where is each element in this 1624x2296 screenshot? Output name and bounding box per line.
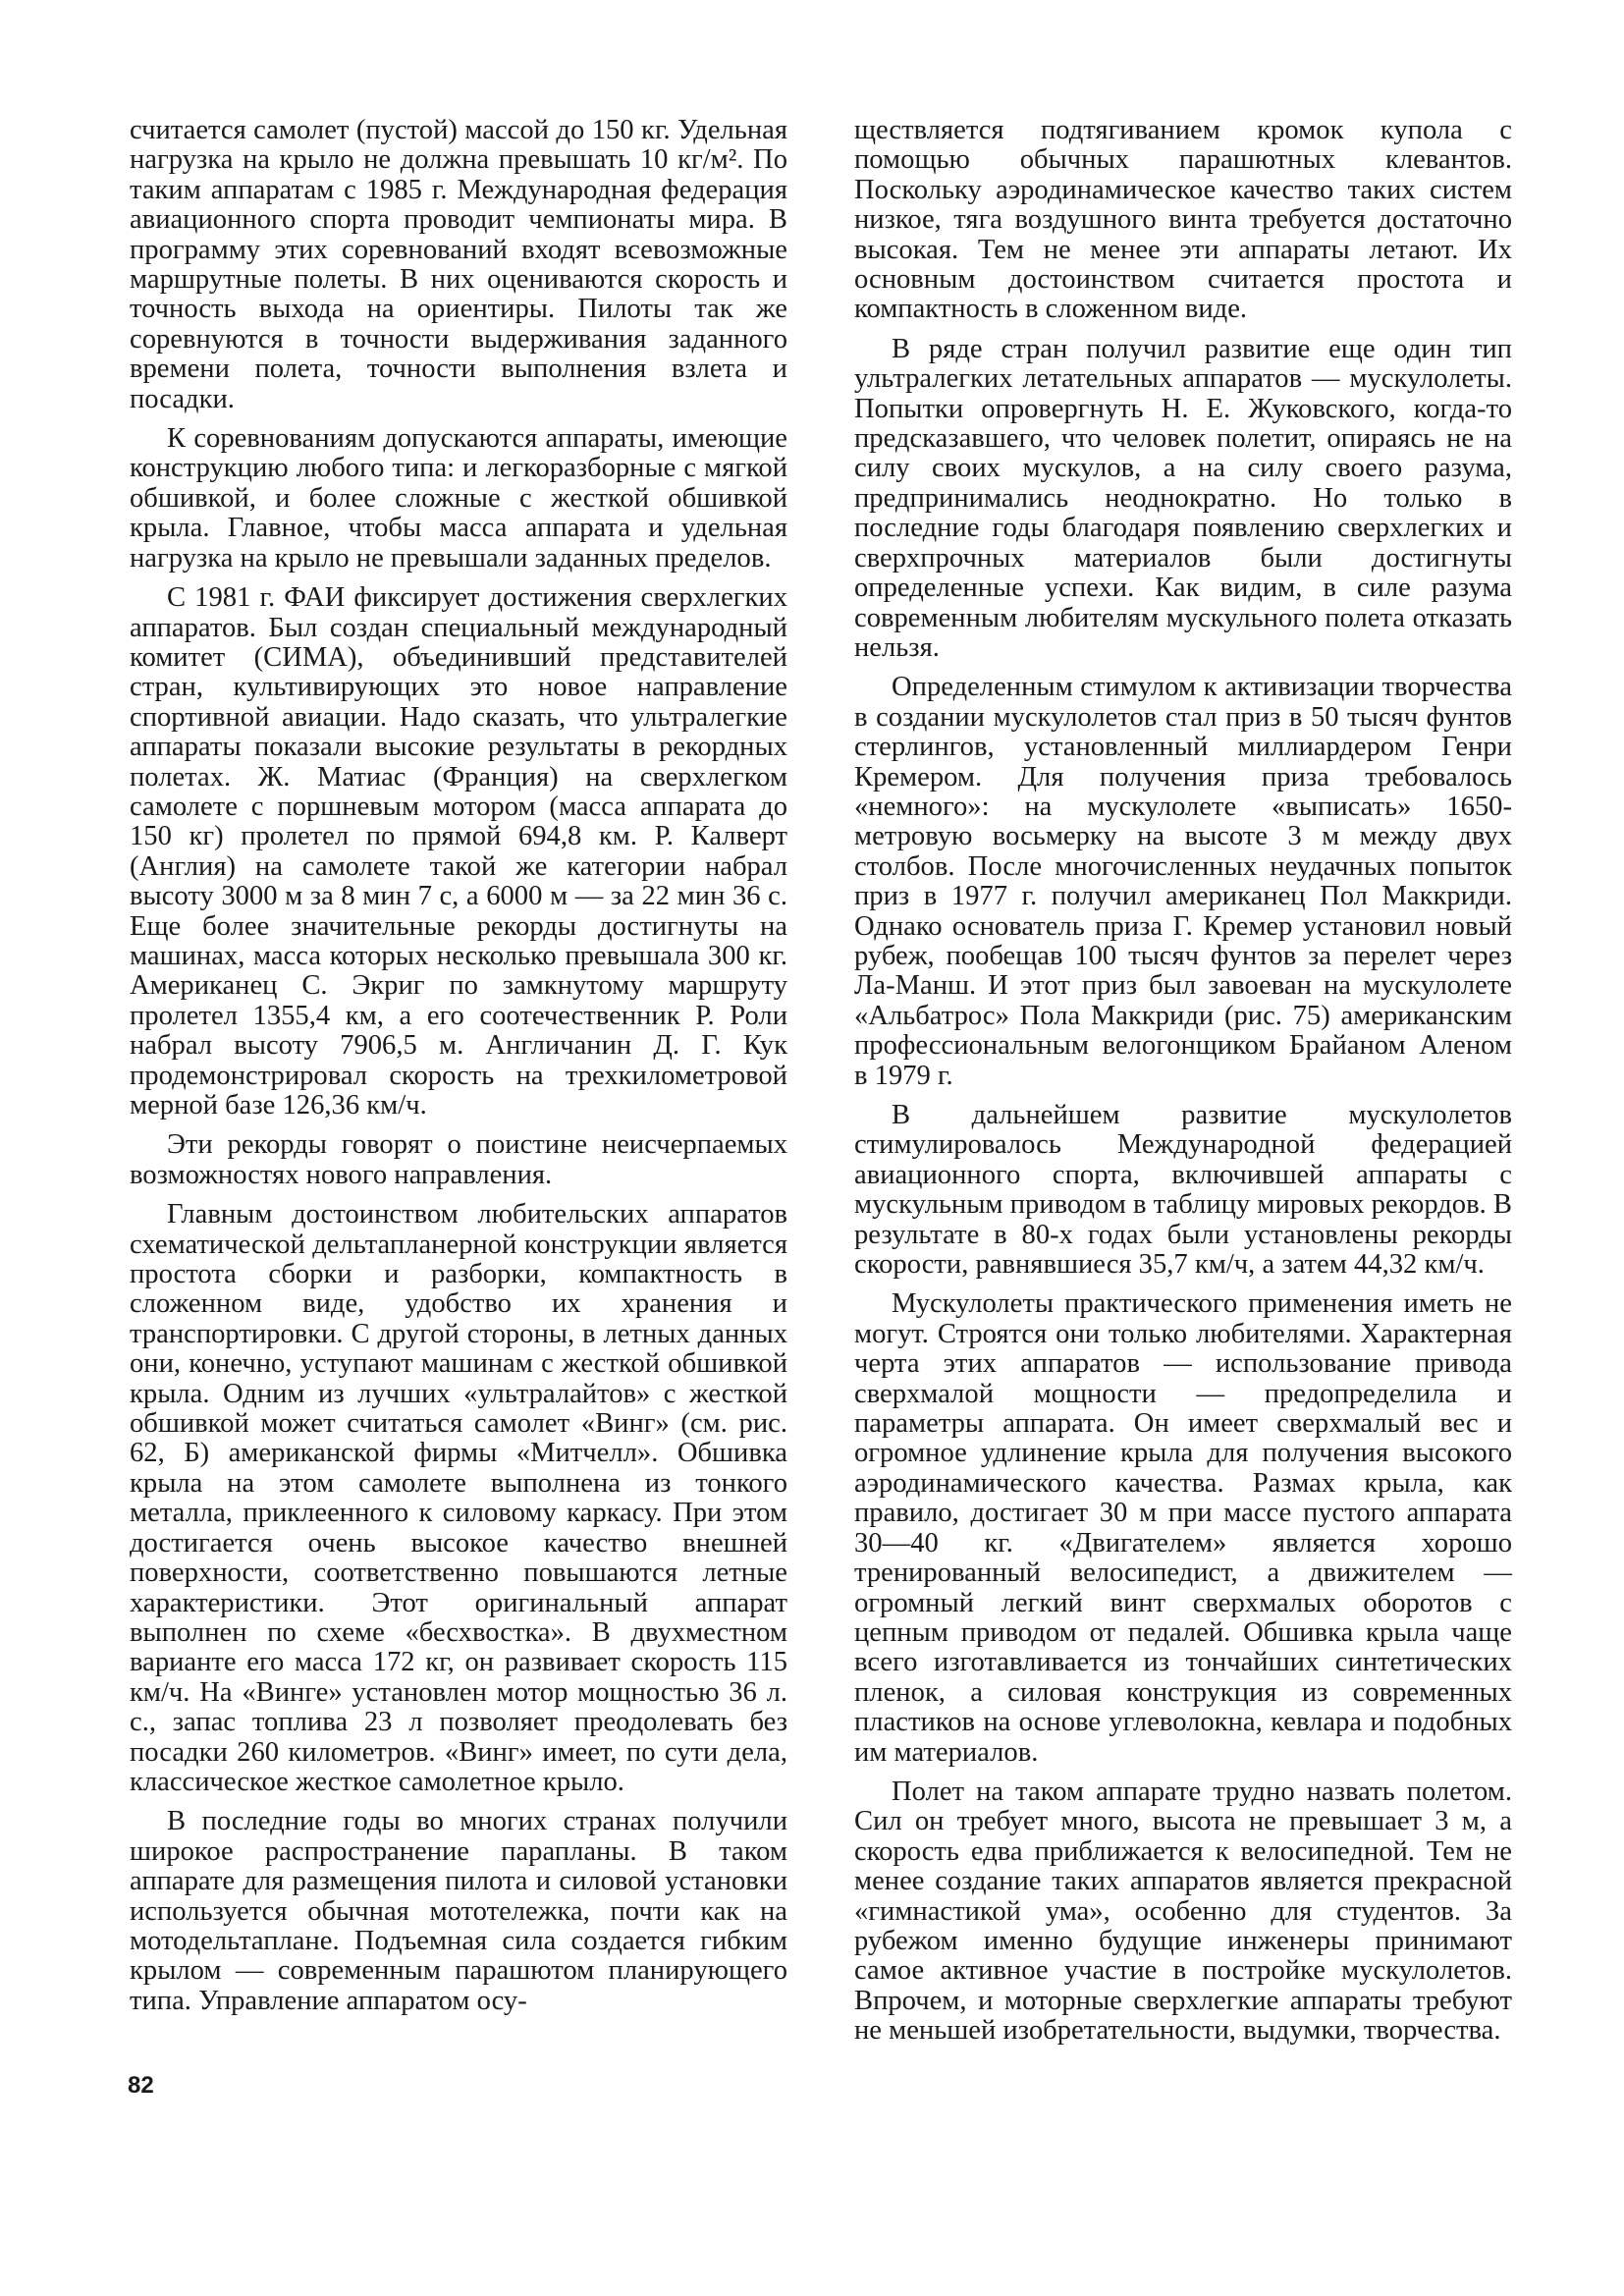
paragraph: С 1981 г. ФАИ фиксирует достижения сверхлегких аппаратов. Был создан специальный международный комитет (СИМА), объединивший представителей стран, культивирующих это новое направление спортивной авиации. Надо сказать, что ультралегкие аппараты показали высокие результаты в рекордных полетах. Ж. Матиас (Франция) на сверхлегком самолете с поршневым мотором (масса аппарата до 150 кг) пролетел по прямой 694,8 км. Р. Калверт (Англия) на самолете такой же категории набрал высоту 3000 м за 8 мин 7 с, а 6000 м — за 22 мин 36 с. Еще более значительные рекорды достигнуты на машинах, масса которых несколько превышала 300 кг. Американец С. Экриг по замкнутому маршруту пролетел 1355,4 км, а его соотечественник Р. Роли набрал высоту 7906,5 м. Англичанин Д. Г. Кук продемонстрировал скорость на трехкилометровой мерной базе 126,36 км/ч.	[130, 582, 787, 1121]
paragraph: В дальнейшем развитие мускулолетов стимулировалось Международной федерацией авиационного спорта, включившей аппараты с мускульным приводом в таблицу мировых рекордов. В результате в 80-х годах были установлены рекорды скорости, равнявшиеся 35,7 км/ч, а затем 44,32 км/ч.	[854, 1100, 1512, 1281]
paragraph: В последние годы во многих странах получили широкое распространение парапланы. В таком аппарате для размещения пилота и силовой установки используется обычная мототележка, почти как на мотодельтаплане. Подъемная сила создается гибким крылом — современным парашютом планирующего типа. Управление аппаратом осу-	[130, 1806, 787, 2016]
paragraph: В ряде стран получил развитие еще один тип ультралегких летательных аппаратов — мускулолеты. Попытки опровергнуть Н. Е. Жуковского, когда-то предсказавшего, что человек полетит, опираясь не на силу своих мускулов, а на силу своего разума, предпринимались неоднократно. Но только в последние годы благодаря появлению сверхлегких и сверхпрочных материалов были достигнуты определенные успехи. Как видим, в силе разума современным любителям мускульного полета отказать нельзя.	[854, 333, 1512, 663]
paragraph: считается самолет (пустой) массой до 150 кг. Удельная нагрузка на крыло не должна превышать 10 кг/м². По таким аппаратам с 1985 г. Международная федерация авиационного спорта проводит чемпионаты мира. В программу этих соревнований входят всевозможные маршрутные полеты. В них оцениваются скорость и точность выхода на ориентиры. Пилоты так же соревнуются в точности выдерживания заданного времени полета, точности выполнения взлета и посадки.	[130, 115, 787, 414]
paragraph: Мускулолеты практического применения иметь не могут. Строятся они только любителями. Характерная черта этих аппаратов — использование привода сверхмалой мощности — предопределила и параметры аппарата. Он имеет сверхмалый вес и огромное удлинение крыла для получения высокого аэродинамического качества. Размах крыла, как правило, достигает 30 м при массе пустого аппарата 30—40 кг. «Двигателем» является хорошо тренированный велосипедист, а движителем — огромный легкий винт сверхмалых оборотов с цепным приводом от педалей. Обшивка крыла чаще всего изготавливается из тончайших синтетических пленок, а силовая конструкция из современных пластиков на основе углеволокна, кевлара и подобных им материалов.	[854, 1288, 1512, 1768]
left-column	[130, 116, 787, 2026]
paragraph: ществляется подтягиванием кромок купола с помощью обычных парашютных клевантов. Поскольку аэродинамическое качество таких систем низкое, тяга воздушного винта требуется достаточно высокая. Тем не менее эти аппараты летают. Их основным достоинством считается простота и компактность в сложенном виде.	[854, 115, 1512, 325]
paragraph: Главным достоинством любительских аппаратов схематической дельтапланерной конструкции является простота сборки и разборки, компактность в сложенном виде, удобство их хранения и транспортировки. С другой стороны, в летных данных они, конечно, уступают машинам с жесткой обшивкой крыла. Одним из лучших «ультралайтов» с жесткой обшивкой может считаться самолет «Винг» (см. рис. 62, Б) американской фирмы «Митчелл». Обшивка крыла на этом самолете выполнена из тонкого металла, приклеенного к силовому каркасу. При этом достигается очень высокое качество внешней поверхности, соответственно повышаются летные характеристики. Этот оригинальный аппарат выполнен по схеме «бесхвостка». В двухместном варианте его масса 172 кг, он развивает скорость 115 км/ч. На «Винге» установлен мотор мощностью 36 л. с., запас топлива 23 л позволяет преодолевать без посадки 260 километров. «Винг» имеет, по сути дела, классическое жесткое самолетное крыло.	[130, 1199, 787, 1797]
paragraph: Определенным стимулом к активизации творчества в создании мускулолетов стал приз в 50 тысяч фунтов стерлингов, установленный миллиардером Генри Кремером. Для получения приза требовалось «немного»: на мускулолете «выписать» 1650-метровую восьмерку на высоте 3 м между двух столбов. После многочисленных неудачных попыток приз в 1977 г. получил американец Пол Маккриди. Однако основатель приза Г. Кремер установил новый рубеж, пообещав 100 тысяч фунтов за перелет через Ла-Манш. И этот приз был завоеван на мускулолете «Альбатрос» Пола Маккриди (рис. 75) американским профессиональным велогонщиком Брайаном Аленом в 1979 г.	[854, 672, 1512, 1091]
paragraph: Эти рекорды говорят о поистине неисчерпаемых возможностях нового направления.	[130, 1129, 787, 1190]
paragraph: К соревнованиям допускаются аппараты, имеющие конструкцию любого типа: и легкоразборные с мягкой обшивкой, и более сложные с жесткой обшивкой крыла. Главное, чтобы масса аппарата и удельная нагрузка на крыло не превышали заданных пределов.	[130, 423, 787, 574]
page-number: 82	[128, 2072, 154, 2099]
paragraph: Полет на таком аппарате трудно назвать полетом. Сил он требует много, высота не превышает 3 м, а скорость едва приближается к велосипедной. Тем не менее создание таких аппаратов является прекрасной «гимнастикой ума», особенно для студентов. За рубежом именно будущие инженеры принимают самое активное участие в постройке мускулолетов. Впрочем, и моторные сверхлегкие аппараты требуют не меньшей изобретательности, выдумки, творчества.	[854, 1776, 1512, 2047]
right-column	[854, 116, 1512, 2056]
